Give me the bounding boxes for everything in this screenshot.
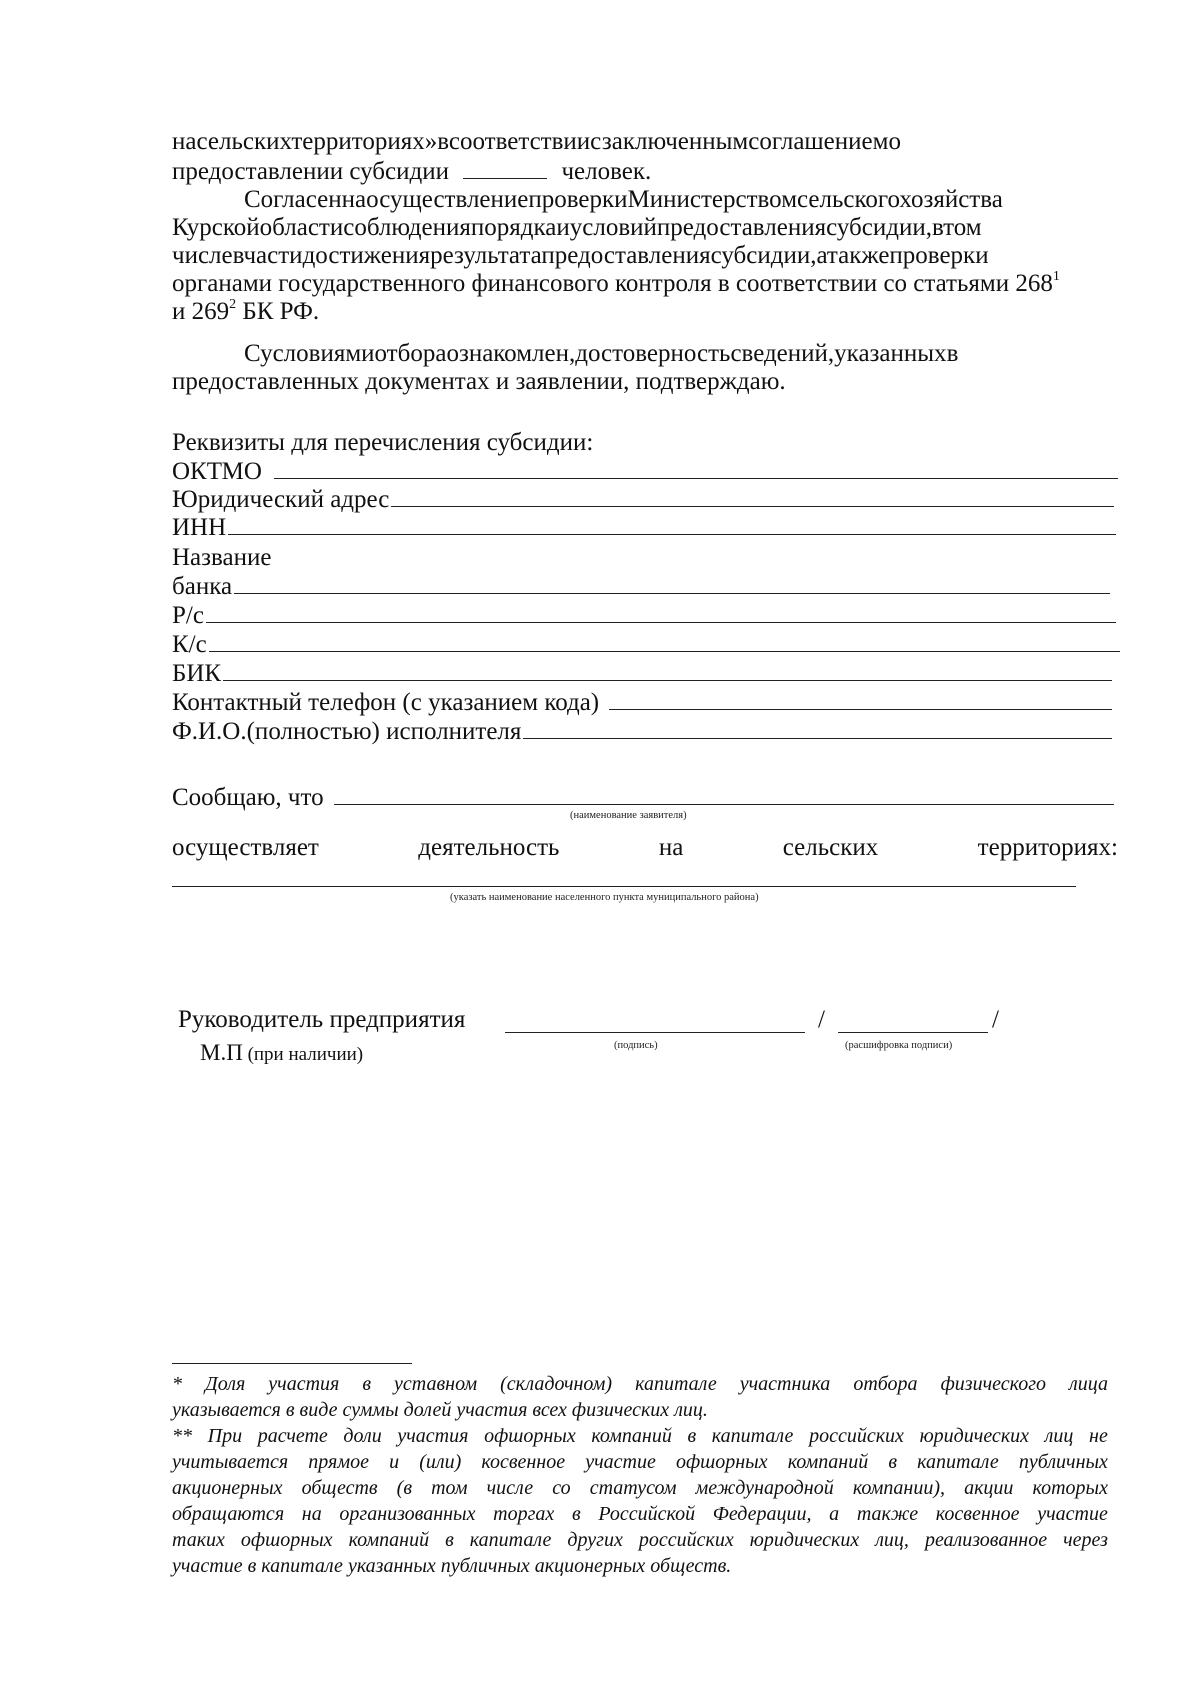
requisites-heading xyxy=(172,429,593,457)
word: также xyxy=(826,242,890,269)
word: также xyxy=(856,1503,919,1525)
inn-field[interactable] xyxy=(172,514,1116,542)
word: в xyxy=(362,1373,372,1395)
footnote-line xyxy=(172,1475,1108,1501)
word: которых xyxy=(1032,1477,1108,1499)
word: с xyxy=(590,128,602,155)
word: в xyxy=(946,340,959,367)
text-fragment: предоставленных документах и заявлении, подтверждаю. xyxy=(172,368,786,395)
word: косвенное xyxy=(935,1503,1020,1525)
text-fragment: БК РФ. xyxy=(236,298,320,325)
inn-input-line[interactable] xyxy=(228,514,1116,535)
field-label: ОКТМО xyxy=(172,458,262,485)
word: отбора xyxy=(374,340,447,367)
word: в xyxy=(687,1425,697,1447)
settlement-input-line[interactable] xyxy=(172,886,1076,887)
word: участие xyxy=(1037,1503,1108,1525)
signature-caption: (подпись) xyxy=(614,1040,658,1051)
word: результата xyxy=(430,242,542,269)
word: офшорных xyxy=(484,1425,576,1447)
text-line xyxy=(172,368,1108,396)
stamp-note: (при наличии) xyxy=(242,1044,364,1065)
word: организованных xyxy=(339,1503,476,1525)
word: числе xyxy=(486,1477,534,1499)
word: субсидии, xyxy=(710,242,817,269)
signature-decode-line[interactable] xyxy=(838,1032,988,1033)
applicant-field[interactable] xyxy=(172,784,1114,812)
field-label: банка xyxy=(172,573,233,600)
text-line xyxy=(172,270,1108,298)
footnote-2 xyxy=(172,1423,1108,1579)
word: При xyxy=(207,1425,243,1447)
word: соблюдения xyxy=(343,214,471,241)
employees-count-blank[interactable] xyxy=(463,156,547,179)
word: доли xyxy=(343,1425,382,1447)
word: капитале xyxy=(917,1451,999,1473)
oktmo-field[interactable] xyxy=(172,458,1118,486)
word: в xyxy=(571,1503,581,1525)
word: капитале xyxy=(711,1425,794,1447)
word: прямое xyxy=(308,1451,369,1473)
text-fragment: предоставлении субсидии xyxy=(172,158,449,185)
field-label: К/с xyxy=(172,631,207,658)
paragraph-consent-inspection xyxy=(172,186,1108,326)
footnote-line xyxy=(172,1397,1108,1423)
word: акционерных xyxy=(172,1477,283,1499)
word: достижения xyxy=(302,242,431,269)
text-line xyxy=(172,298,1108,326)
footnote-line xyxy=(172,1527,1108,1553)
word: на xyxy=(301,1503,322,1525)
bank-name-input-line[interactable] xyxy=(234,573,1110,594)
phone-input-line[interactable] xyxy=(609,689,1112,710)
rs-field[interactable] xyxy=(172,602,1116,630)
text-line xyxy=(172,242,1108,270)
word: ознакомлен, xyxy=(446,340,576,367)
word: осуществление xyxy=(366,186,529,213)
word: торгах xyxy=(493,1503,555,1525)
activity-line xyxy=(172,834,1118,862)
word: числе xyxy=(172,242,233,269)
word: осуществляет xyxy=(172,834,319,861)
word: участия xyxy=(268,1373,340,1395)
field-label: Юридический адрес xyxy=(172,486,390,513)
heading-text: Реквизиты для перечисления субсидии: xyxy=(172,429,594,456)
word: сельского xyxy=(797,186,900,213)
word: офшорных xyxy=(675,1451,768,1473)
word: лица xyxy=(1069,1373,1108,1395)
word: в xyxy=(931,214,944,241)
word: капитале xyxy=(469,1529,552,1551)
text-line xyxy=(172,128,1108,156)
ks-field[interactable] xyxy=(172,631,1120,659)
signature-decode-caption: (расшифровка подписи) xyxy=(845,1040,953,1051)
word: предоставления xyxy=(656,214,827,241)
signature-line[interactable] xyxy=(505,1032,805,1033)
superscript: 1 xyxy=(1052,268,1060,284)
word: не xyxy=(1089,1425,1108,1447)
word: Курской xyxy=(172,214,260,241)
word: юридических xyxy=(919,1425,1030,1447)
word: публичных xyxy=(1018,1451,1108,1473)
text-fragment: органами государственного финансового контроля в соответствии со статьями 268 xyxy=(172,270,1053,297)
word: в xyxy=(888,1451,898,1473)
stamp-label: М.П xyxy=(200,1040,243,1065)
word: Федерации, xyxy=(712,1503,812,1525)
word: через xyxy=(1063,1529,1108,1551)
word: ** xyxy=(172,1425,192,1447)
word: хозяйства xyxy=(899,186,1003,213)
word: порядка xyxy=(470,214,557,241)
word: том xyxy=(431,1477,468,1499)
word: обществ xyxy=(301,1477,378,1499)
word: российских xyxy=(638,1529,734,1551)
word: отбора xyxy=(853,1373,918,1395)
word: реализованное xyxy=(924,1529,1048,1551)
footnote-line xyxy=(172,1501,1108,1527)
word: области xyxy=(259,214,344,241)
word: участие xyxy=(585,1451,656,1473)
word: предоставления xyxy=(541,242,711,269)
paragraph-acknowledgement xyxy=(172,340,1108,396)
text-fragment: и 269 xyxy=(172,298,230,325)
word: в xyxy=(445,1529,454,1551)
word: таких xyxy=(172,1529,225,1551)
word: компании), xyxy=(852,1477,945,1499)
word: физического xyxy=(940,1373,1047,1395)
word: субсидии, xyxy=(826,214,932,241)
word: в xyxy=(232,242,244,269)
executor-field[interactable] xyxy=(172,718,1112,746)
word: а xyxy=(816,242,827,269)
word: Министерством xyxy=(627,186,798,213)
word: со xyxy=(552,1477,571,1499)
word: С xyxy=(244,340,261,367)
word: участия xyxy=(397,1425,469,1447)
text-fragment: человек. xyxy=(561,158,652,185)
word: обращаются xyxy=(172,1503,285,1525)
word: международной xyxy=(695,1477,834,1499)
legal-address-field[interactable] xyxy=(172,486,1114,514)
bank-name-label-line1 xyxy=(172,544,271,572)
word: сельских xyxy=(196,128,292,155)
word: части xyxy=(243,242,303,269)
word: акции xyxy=(964,1477,1014,1499)
word: статусом xyxy=(589,1477,677,1499)
text-line xyxy=(172,186,1108,214)
word: компаний xyxy=(348,1529,430,1551)
word: Согласен xyxy=(244,186,342,213)
superscript: 2 xyxy=(229,296,237,312)
word: капитале xyxy=(635,1373,717,1395)
field-label: ИНН xyxy=(172,514,227,541)
word: условиями xyxy=(260,340,375,367)
word: проверки xyxy=(889,242,989,269)
word: юридических xyxy=(749,1529,860,1551)
word: (или) xyxy=(419,1451,462,1473)
applicant-input-line[interactable] xyxy=(334,784,1114,805)
word: * xyxy=(172,1373,182,1395)
word: том xyxy=(943,214,982,241)
rs-input-line[interactable] xyxy=(206,602,1116,623)
footnote-line xyxy=(172,1449,1108,1475)
field-label: БИК xyxy=(172,660,222,687)
word: российских xyxy=(809,1425,904,1447)
bank-name-field[interactable] xyxy=(172,573,1110,601)
word: компаний xyxy=(591,1425,672,1447)
bik-input-line[interactable] xyxy=(223,660,1112,681)
text-fragment: участие в капитале указанных публичных акционерных обществ. xyxy=(172,1555,732,1577)
phone-field[interactable] xyxy=(172,689,1112,717)
word: достоверность xyxy=(575,340,731,367)
word: Доля xyxy=(205,1373,246,1395)
word: других xyxy=(567,1529,623,1551)
field-label: Ф.И.О.(полностью) исполнителя xyxy=(172,718,522,745)
slash-right: / xyxy=(992,1006,999,1033)
executor-input-line[interactable] xyxy=(523,718,1112,739)
word: на xyxy=(341,186,367,213)
oktmo-input-line[interactable] xyxy=(274,458,1118,479)
applicant-caption: (наименование заявителя) xyxy=(570,810,687,821)
footnote-line xyxy=(172,1371,1108,1397)
word: на xyxy=(172,128,197,155)
text-line xyxy=(172,214,1108,242)
word: территориях» xyxy=(291,128,438,155)
word: сельских xyxy=(782,834,879,861)
field-label: Р/с xyxy=(172,602,204,629)
word: на xyxy=(658,834,684,861)
field-label: Сообщаю, что xyxy=(172,784,324,811)
word: указанных xyxy=(834,340,947,367)
slash-left: / xyxy=(818,1006,825,1033)
footnote-1 xyxy=(172,1371,1108,1423)
word: Российской xyxy=(598,1503,696,1525)
legal-address-input-line[interactable] xyxy=(391,486,1114,507)
field-label: Контактный телефон (с указанием кода) xyxy=(172,689,600,716)
word: (складочном) xyxy=(500,1373,613,1395)
word: расчете xyxy=(257,1425,328,1447)
ks-input-line[interactable] xyxy=(209,631,1120,652)
word: участника xyxy=(739,1373,831,1395)
word: соглашением xyxy=(748,128,889,155)
word: проверки xyxy=(528,186,628,213)
settlement-caption: (указать наименование населенного пункта муниципального района) xyxy=(450,892,759,903)
word: в xyxy=(437,128,449,155)
word: лиц, xyxy=(875,1529,909,1551)
text-line xyxy=(172,156,1108,186)
word: и xyxy=(389,1451,400,1473)
word: заключенным xyxy=(601,128,749,155)
text-line xyxy=(172,340,1108,368)
paragraph-employees xyxy=(172,128,1108,186)
word: деятельность xyxy=(418,834,560,861)
footnote-separator xyxy=(172,1363,412,1364)
word: территориях: xyxy=(977,834,1118,861)
word: учитывается xyxy=(172,1451,289,1473)
word: лиц xyxy=(1044,1425,1074,1447)
bik-field[interactable] xyxy=(172,660,1112,688)
word: а xyxy=(829,1503,840,1525)
text-fragment: указывается в виде суммы долей участия всех физических лиц. xyxy=(172,1399,708,1421)
word: компаний xyxy=(787,1451,869,1473)
stamp-place xyxy=(200,1040,363,1066)
word: уставном xyxy=(394,1373,478,1395)
word: соответствии xyxy=(448,128,591,155)
footnote-line xyxy=(172,1423,1108,1449)
footnote-line xyxy=(172,1553,1108,1579)
word: офшорных xyxy=(240,1529,333,1551)
field-label: Название xyxy=(172,544,272,571)
word: косвенное xyxy=(481,1451,566,1473)
word: сведений, xyxy=(730,340,835,367)
word: (в xyxy=(396,1477,413,1499)
word: условий xyxy=(569,214,657,241)
word: и xyxy=(556,214,570,241)
word: о xyxy=(888,128,901,155)
head-label: Руководитель предприятия xyxy=(178,1006,466,1033)
